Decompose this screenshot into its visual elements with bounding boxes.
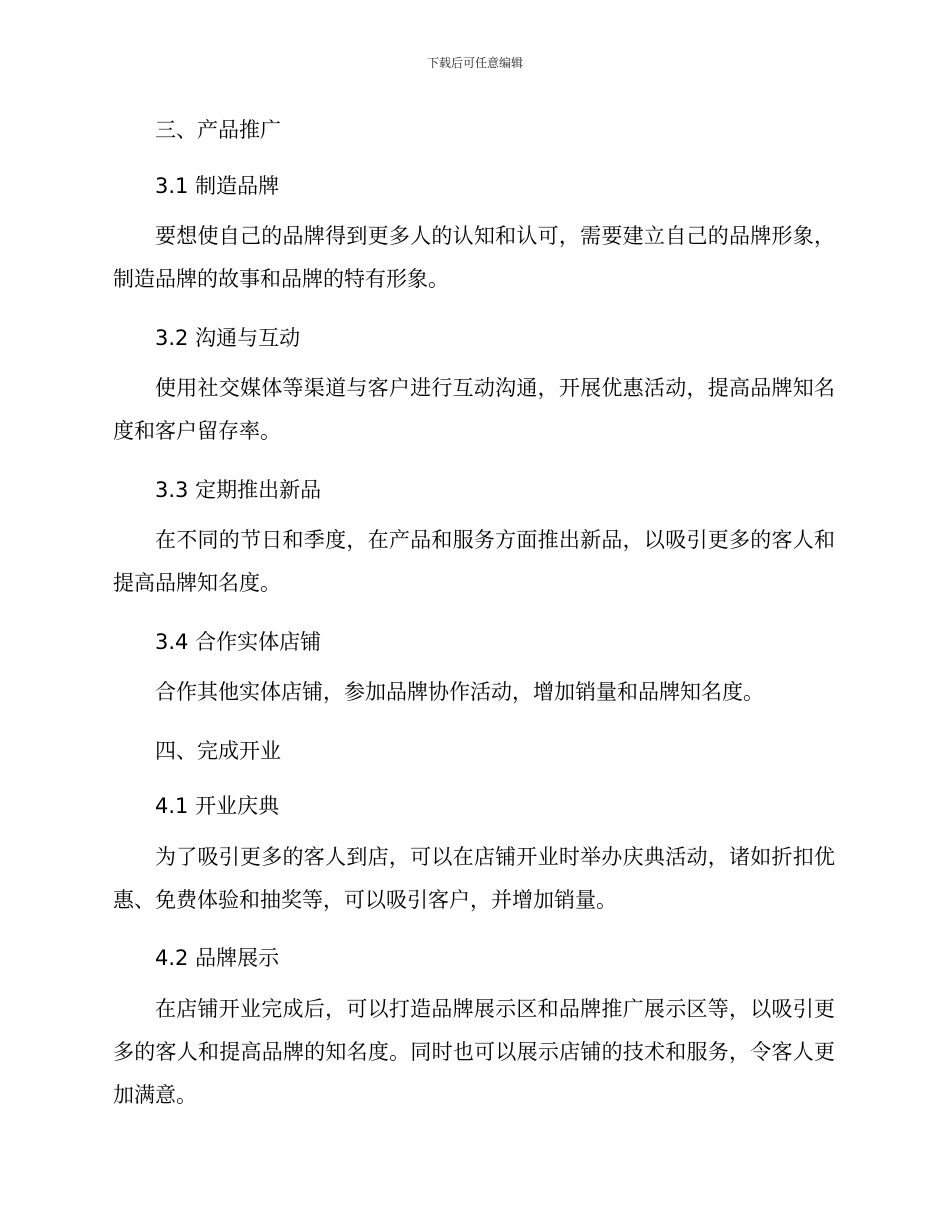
subsection-title-4-1: 4.1 开业庆典 bbox=[155, 794, 280, 818]
section-title-opening: 四、完成开业 bbox=[155, 739, 281, 763]
paragraph-3-4: 合作其他实体店铺，参加品牌协作活动，增加销量和品牌知名度。 bbox=[155, 680, 764, 704]
paragraph-3-3: 在不同的节日和季度，在产品和服务方面推出新品，以吸引更多的客人和提高品牌知名度。 bbox=[113, 528, 835, 595]
subsection-title-3-1: 3.1 制造品牌 bbox=[155, 174, 280, 198]
subsection-title-3-4: 3.4 合作实体店铺 bbox=[155, 630, 322, 654]
paragraph-4-1: 为了吸引更多的客人到店，可以在店铺开业时举办庆典活动，诸如折扣优惠、免费体验和抽奖等，可以吸引客户，并增加销量。 bbox=[113, 845, 835, 912]
paragraph-3-1: 要想使自己的品牌得到更多人的认知和认可，需要建立自己的品牌形象，制造品牌的故事和品牌的特有形象。 bbox=[113, 224, 835, 291]
subsection-title-3-2: 3.2 沟通与互动 bbox=[155, 326, 301, 350]
section-title-product-promotion: 三、产品推广 bbox=[155, 118, 281, 142]
paragraph-4-2: 在店铺开业完成后，可以打造品牌展示区和品牌推广展示区等，以吸引更多的客人和提高品牌的知名度。同时也可以展示店铺的技术和服务，令客人更加满意。 bbox=[113, 997, 835, 1107]
paragraph-3-2: 使用社交媒体等渠道与客户进行互动沟通，开展优惠活动，提高品牌知名度和客户留存率。 bbox=[113, 376, 835, 443]
header-note: 下载后可任意编辑 bbox=[426, 56, 523, 70]
subsection-title-3-3: 3.3 定期推出新品 bbox=[155, 478, 322, 502]
subsection-title-4-2: 4.2 品牌展示 bbox=[155, 946, 280, 970]
